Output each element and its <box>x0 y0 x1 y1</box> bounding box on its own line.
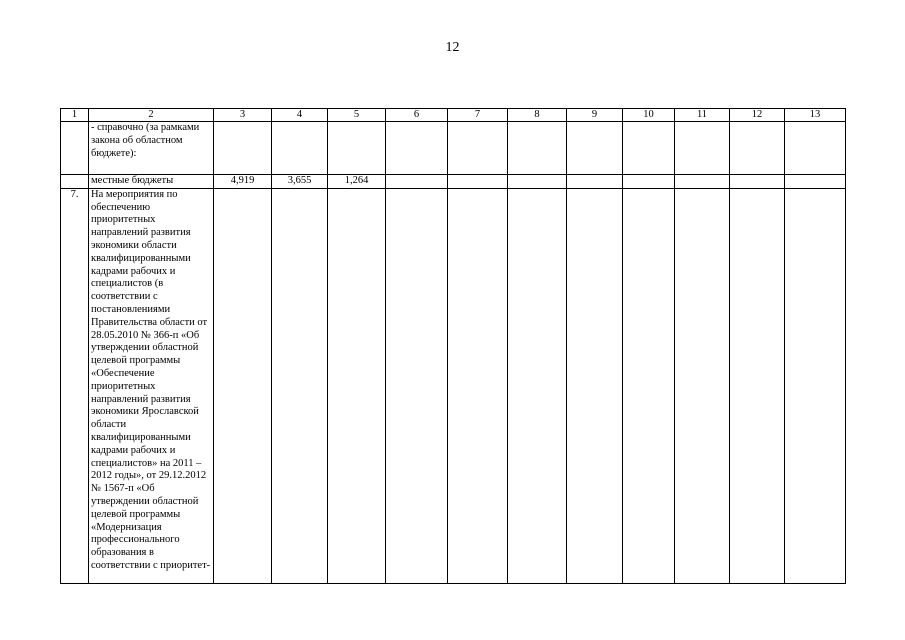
cell-value <box>730 122 785 175</box>
page-number: 12 <box>445 40 460 55</box>
cell-value <box>448 175 508 189</box>
row-description: местные бюджеты <box>89 175 214 189</box>
row-description: - справочно (за рамками закона об областном бюджете): <box>89 122 214 175</box>
column-header: 8 <box>508 109 567 122</box>
table-row <box>61 175 846 189</box>
cell-value <box>730 188 785 583</box>
cell-value <box>508 122 567 175</box>
cell-value <box>508 175 567 189</box>
row-number: 7. <box>61 188 89 583</box>
cell-value <box>328 188 386 583</box>
cell-value <box>785 175 846 189</box>
cell-value <box>272 122 328 175</box>
cell-value <box>386 122 448 175</box>
row-number <box>61 122 89 175</box>
cell-value <box>386 175 448 189</box>
column-header: 2 <box>89 109 214 122</box>
table-header-row <box>61 109 846 122</box>
cell-value <box>214 188 272 583</box>
column-header: 1 <box>61 109 89 122</box>
column-header: 12 <box>730 109 785 122</box>
row-description: На мероприятия по обеспечению приоритетных направлений развития экономики области квалифицированными кадрами рабочих и специалистов (в соответствии с постановлениями Правительства области от 28.05.2010 № 366-п «Об утверждении областной целевой программы «Обеспечение приоритетных направлений развития экономики Ярославской области квалифицированными кадрами рабочих и специалистов» на 2011 – 2012 годы», от 29.12.2012 № 1567-п «Об утверждении областной целевой программы «Модернизация профессионального образования в соответствии с приоритет- <box>89 188 214 583</box>
cell-value <box>675 175 730 189</box>
cell-value: 1,264 <box>328 175 386 189</box>
cell-value <box>567 188 623 583</box>
column-header: 7 <box>448 109 508 122</box>
cell-value <box>272 188 328 583</box>
cell-value <box>785 122 846 175</box>
budget-table <box>60 108 846 584</box>
column-header: 3 <box>214 109 272 122</box>
cell-value <box>448 122 508 175</box>
row-number <box>61 175 89 189</box>
cell-value <box>675 122 730 175</box>
column-header: 13 <box>785 109 846 122</box>
cell-value <box>328 122 386 175</box>
cell-value <box>623 175 675 189</box>
column-header: 9 <box>567 109 623 122</box>
cell-value <box>448 188 508 583</box>
cell-value <box>623 188 675 583</box>
cell-value: 4,919 <box>214 175 272 189</box>
column-header: 10 <box>623 109 675 122</box>
table-row <box>61 122 846 175</box>
column-header: 6 <box>386 109 448 122</box>
column-header: 5 <box>328 109 386 122</box>
cell-value <box>675 188 730 583</box>
column-header: 4 <box>272 109 328 122</box>
cell-value <box>567 122 623 175</box>
column-header: 11 <box>675 109 730 122</box>
cell-value <box>785 188 846 583</box>
cell-value <box>386 188 448 583</box>
cell-value <box>567 175 623 189</box>
cell-value <box>623 122 675 175</box>
table-row <box>61 188 846 583</box>
cell-value <box>214 122 272 175</box>
cell-value: 3,655 <box>272 175 328 189</box>
cell-value <box>730 175 785 189</box>
cell-value <box>508 188 567 583</box>
